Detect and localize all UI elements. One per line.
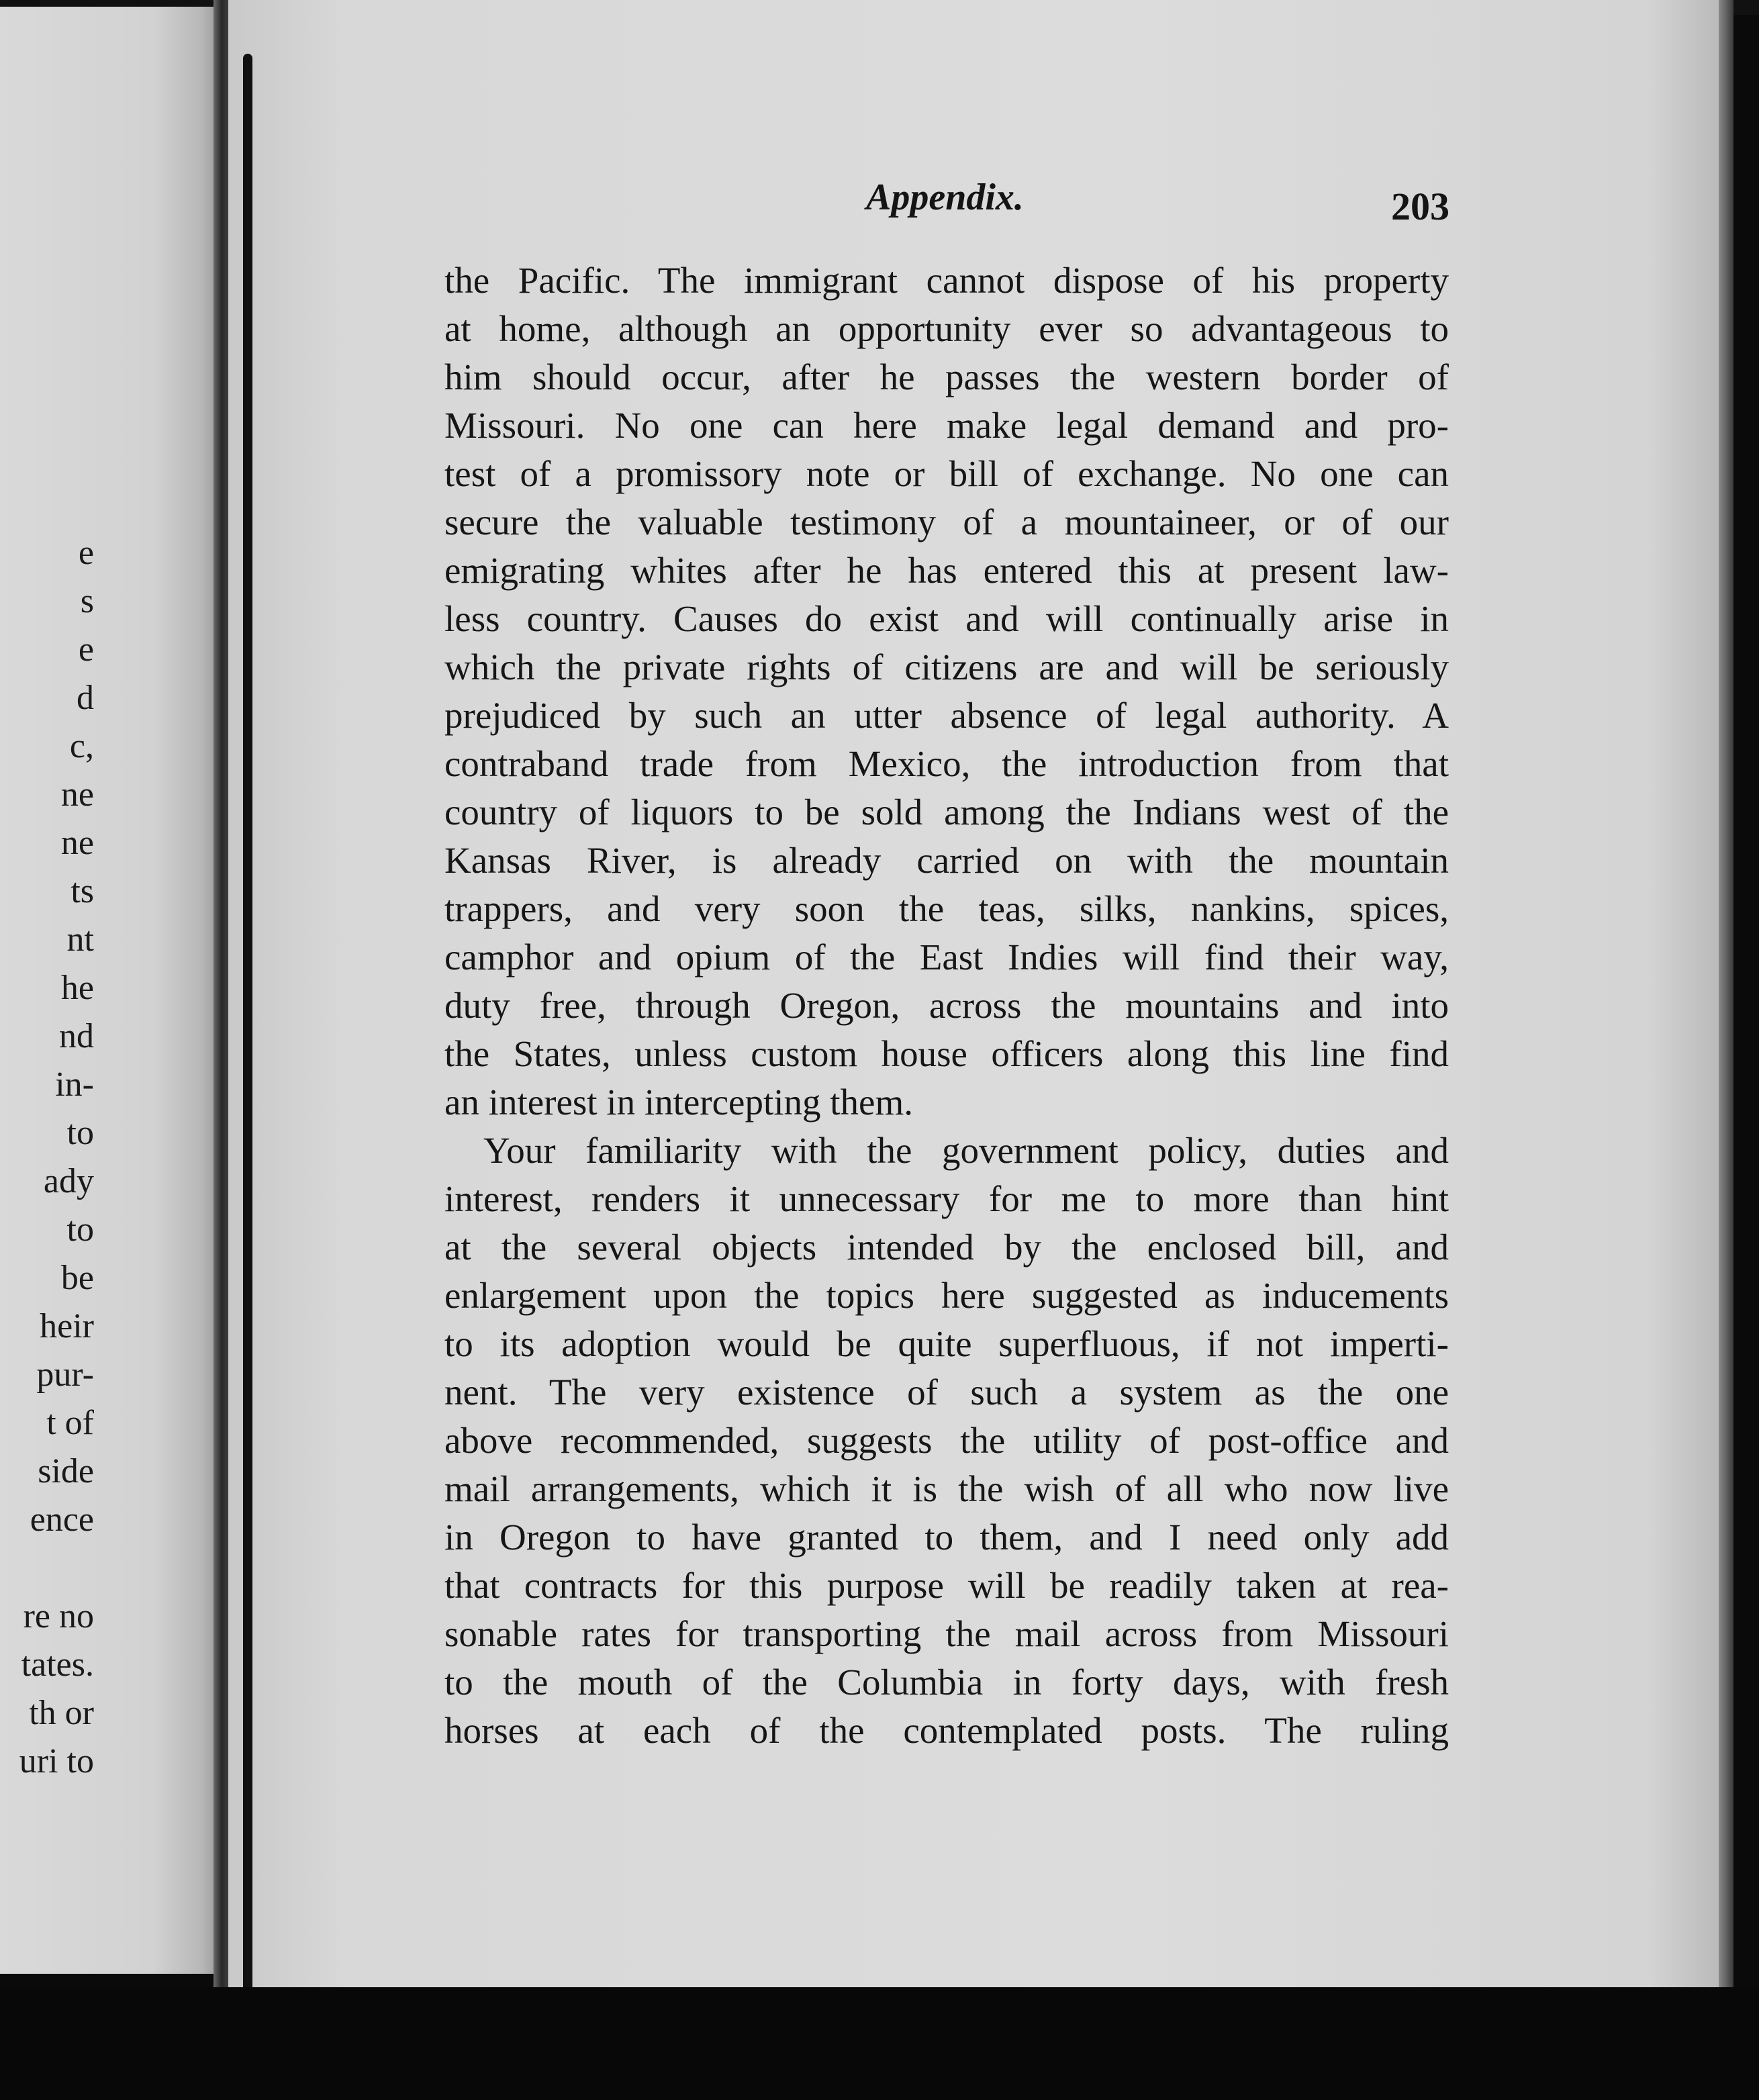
- facing-page-fragment: ady: [43, 1162, 94, 1200]
- facing-page-fragment: s: [80, 582, 94, 620]
- gutter-line: [243, 54, 252, 2001]
- facing-page-fragment: be: [60, 1259, 94, 1297]
- facing-page-fragment: heir: [40, 1307, 94, 1345]
- text-line: duty free, through Oregon, across the mountains and into: [444, 985, 1449, 1026]
- scan-bottom-border: [0, 1987, 1759, 2100]
- text-line: which the private rights of citizens are and will be seriously: [444, 647, 1449, 687]
- page-edge: [1719, 0, 1733, 1987]
- facing-page-fragment: re no: [23, 1597, 94, 1635]
- facing-page-fragment: d: [77, 679, 94, 717]
- facing-page: [0, 7, 219, 1974]
- text-line: to its adoption would be quite superfluous, if not imperti-: [444, 1323, 1449, 1364]
- facing-page-fragment: in-: [55, 1065, 94, 1104]
- facing-page-fragment: uri to: [19, 1742, 94, 1780]
- text-line: Your familiarity with the government policy, duties and: [483, 1130, 1449, 1171]
- text-line: mail arrangements, which it is the wish of all who now live: [444, 1468, 1449, 1509]
- text-line: prejudiced by such an utter absence of legal authority. A: [444, 695, 1449, 736]
- facing-page-fragment: nt: [66, 920, 94, 959]
- body-text: [444, 256, 1449, 1755]
- text-line: nent. The very existence of such a system as the one: [444, 1372, 1449, 1413]
- text-line: that contracts for this purpose will be readily taken at rea-: [444, 1565, 1449, 1606]
- facing-page-fragment: pur-: [36, 1355, 94, 1394]
- facing-page-fragment: ne: [60, 775, 94, 814]
- facing-page-fragment: to: [66, 1114, 94, 1152]
- text-line: camphor and opium of the East Indies will find their way,: [444, 937, 1449, 977]
- facing-page-fragment: c,: [69, 727, 94, 765]
- text-line: enlargement upon the topics here suggested as inducements: [444, 1275, 1449, 1316]
- text-line: above recommended, suggests the utility of post-office and: [444, 1420, 1449, 1461]
- facing-page-fragment: to: [66, 1210, 94, 1249]
- facing-page-fragment: side: [38, 1452, 94, 1490]
- text-line: contraband trade from Mexico, the introduction from that: [444, 743, 1449, 784]
- text-line: the Pacific. The immigrant cannot dispose of his property: [444, 260, 1449, 301]
- text-line: at home, although an opportunity ever so advantageous to: [444, 308, 1449, 349]
- text-line: horses at each of the contemplated posts. The ruling: [444, 1710, 1449, 1751]
- facing-page-fragment: ne: [60, 824, 94, 862]
- facing-page-fragment: th or: [29, 1694, 94, 1732]
- facing-page-fragment: he: [60, 969, 94, 1007]
- text-line: less country. Causes do exist and will continually arise in: [444, 598, 1449, 639]
- text-line: trappers, and very soon the teas, silks, nankins, spices,: [444, 888, 1449, 929]
- text-line: to the mouth of the Columbia in forty days, with fresh: [444, 1662, 1449, 1703]
- facing-page-fragment: ence: [30, 1500, 94, 1539]
- facing-page-fragment: e: [78, 630, 94, 669]
- text-line: Missouri. No one can here make legal demand and pro-: [444, 405, 1449, 446]
- facing-page-fragment: t of: [46, 1404, 94, 1442]
- paragraph: [444, 1127, 1449, 1755]
- facing-page-fragment: tates.: [21, 1645, 94, 1684]
- running-head: Appendix.: [866, 177, 1024, 218]
- facing-page-fragment: nd: [59, 1017, 94, 1055]
- text-line: emigrating whites after he has entered this at present law-: [444, 550, 1449, 591]
- text-line: the States, unless custom house officers along this line find: [444, 1033, 1449, 1074]
- facing-page-fragment: e: [78, 534, 94, 572]
- paragraph: [444, 256, 1449, 1127]
- text-line: secure the valuable testimony of a mountaineer, or of our: [444, 502, 1449, 542]
- text-line: interest, renders it unnecessary for me to more than hint: [444, 1178, 1449, 1219]
- text-line: him should occur, after he passes the western border of: [444, 356, 1449, 397]
- text-line: an interest in intercepting them.: [444, 1082, 913, 1123]
- text-line: country of liquors to be sold among the Indians west of the: [444, 792, 1449, 832]
- text-line: Kansas River, is already carried on with the mountain: [444, 840, 1449, 881]
- text-line: sonable rates for transporting the mail across from Missouri: [444, 1613, 1449, 1654]
- facing-page-fragment: ts: [70, 872, 94, 910]
- page-number: 203: [1391, 185, 1449, 228]
- text-line: in Oregon to have granted to them, and I need only add: [444, 1517, 1449, 1558]
- text-line: test of a promissory note or bill of exchange. No one can: [444, 453, 1449, 494]
- text-line: at the several objects intended by the enclosed bill, and: [444, 1227, 1449, 1268]
